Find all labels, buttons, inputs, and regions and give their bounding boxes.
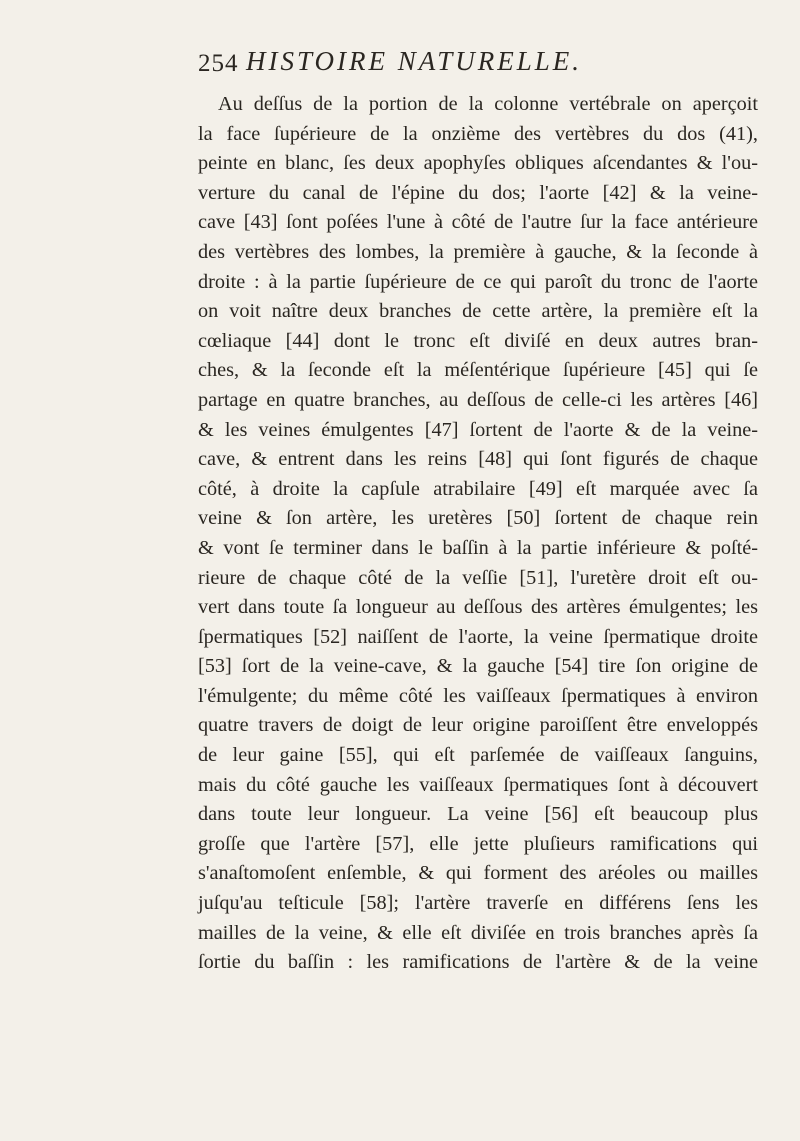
page-number: 254 [198, 50, 239, 77]
text-line: quatre travers de doigt de leur origine paroiſſent être enveloppés [198, 714, 758, 737]
text-line: droite : à la partie ſupérieure de ce qui paroît du tronc de l'aorte [198, 270, 758, 293]
text-line: l'émulgente; du même côté les vaiſſeaux ſpermatiques à environ [198, 684, 758, 707]
text-line: verture du canal de l'épine du dos; l'aorte [42] & la veine- [198, 181, 758, 204]
text-line: partage en quatre branches, au deſſous de celle-ci les artères [46] [198, 388, 758, 411]
text-line: & les veines émulgentes [47] ſortent de l'aorte & de la veine- [198, 418, 758, 441]
text-line: juſqu'au teſticule [58]; l'artère traverſe en différens ſens les [198, 892, 758, 915]
text-line: on voit naître deux branches de cette artère, la première eſt la [198, 300, 758, 323]
text-line: peinte en blanc, ſes deux apophyſes obliques aſcendantes & l'ou- [198, 152, 758, 175]
text-line: rieure de chaque côté de la veſſie [51], l'uretère droit eſt ou- [198, 566, 758, 589]
text-line: cœliaque [44] dont le tronc eſt diviſé en deux autres bran- [198, 329, 758, 352]
text-line: des vertèbres des lombes, la première à gauche, & la ſeconde à [198, 240, 758, 263]
text-line: cave, & entrent dans les reins [48] qui ſont figurés de chaque [198, 448, 758, 471]
text-line: [53] ſort de la veine-cave, & la gauche [54] tire ſon origine de [198, 655, 758, 678]
text-line: ſortie du baſſin : les ramifications de l'artère & de la veine [198, 951, 758, 974]
text-line: & vont ſe terminer dans le baſſin à la partie inférieure & poſté- [198, 536, 758, 559]
text-line: s'anaſtomoſent enſemble, & qui forment des aréoles ou mailles [198, 862, 758, 885]
text-line: mailles de la veine, & elle eſt diviſée en trois branches après ſa [198, 921, 758, 944]
text-line: ſpermatiques [52] naiſſent de l'aorte, la veine ſpermatique droite [198, 625, 758, 648]
text-line: cave [43] ſont poſées l'une à côté de l'autre ſur la face antérieure [198, 211, 758, 234]
text-line: la face ſupérieure de la onzième des vertèbres du dos (41), [198, 122, 758, 145]
body-text [198, 90, 758, 978]
text-line: groſſe que l'artère [57], elle jette pluſieurs ramifications qui [198, 832, 758, 855]
text-line: veine & ſon artère, les uretères [50] ſortent de chaque rein [198, 507, 758, 530]
text-line: vert dans toute ſa longueur au deſſous des artères émulgentes; les [198, 596, 758, 619]
text-line: dans toute leur longueur. La veine [56] eſt beaucoup plus [198, 803, 758, 826]
text-line: de leur gaine [55], qui eſt parſemée de vaiſſeaux ſanguins, [198, 744, 758, 767]
text-line: côté, à droite la capſule atrabilaire [49] eſt marquée avec ſa [198, 477, 758, 500]
text-line: ches, & la ſeconde eſt la méſentérique ſupérieure [45] qui ſe [198, 359, 758, 382]
running-title: HISTOIRE NATURELLE. [246, 46, 583, 76]
text-line: Au deſſus de la portion de la colonne vertébrale on aperçoit [218, 93, 758, 115]
page-header [198, 46, 758, 86]
text-line: mais du côté gauche les vaiſſeaux ſpermatiques ſont à découvert [198, 773, 758, 796]
